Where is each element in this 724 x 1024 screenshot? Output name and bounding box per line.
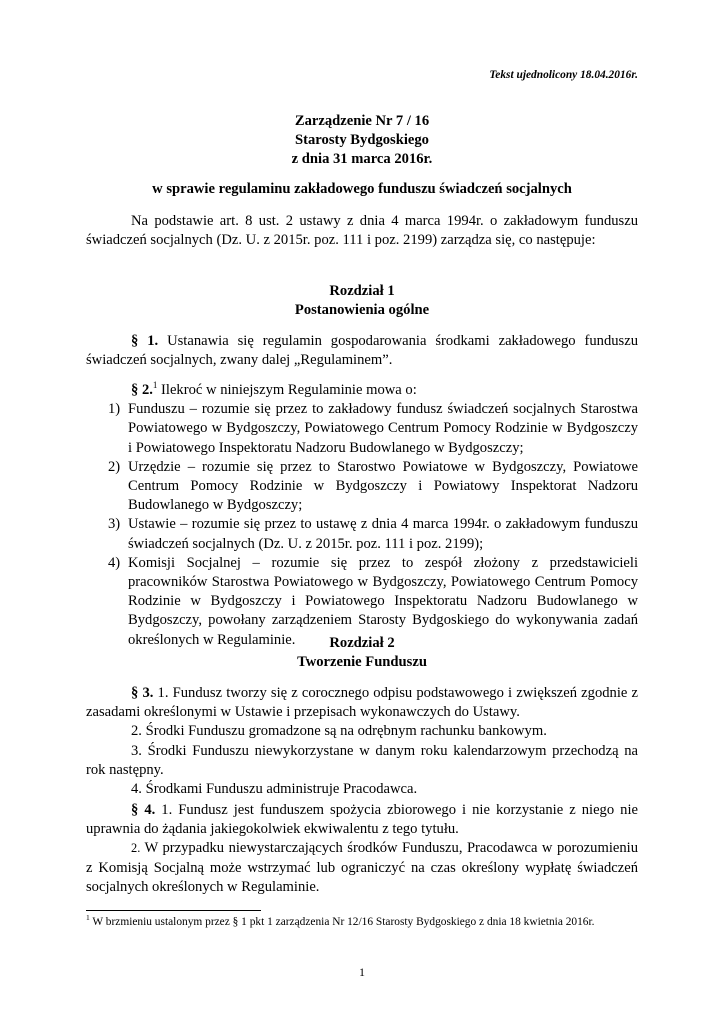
list-item-number: 4) [108, 554, 121, 571]
list-item [86, 400, 638, 458]
title-line-3: z dnia 31 marca 2016r. [291, 151, 433, 168]
section-4-text-2: W przypadku niewystarczających środków Funduszu, Pracodawca w porozumieniu z Komisją Socjalną może wstrzymać lub ograniczyć na czas określony wypłatę świadczeń socjalnych określonych w Regulaminie. [86, 840, 638, 895]
section-3-paragraph-3: 3. Środki Funduszu niewykorzystane w danym roku kalendarzowym przechodzą na rok następny. [86, 742, 638, 778]
list-item-number: 3) [108, 516, 121, 533]
section-4-paragraph-1 [86, 801, 638, 839]
section-4-mark: § 4. [131, 802, 156, 818]
chapter-2-name: Tworzenie Funduszu [297, 654, 427, 671]
footnote-text: W brzmieniu ustalonym przez § 1 pkt 1 zarządzenia Nr 12/16 Starosty Bydgoskiego z dnia 18 kwietnia 2016r. [89, 916, 595, 928]
section-3-mark: § 3. [131, 685, 154, 701]
definitions-list [86, 400, 638, 650]
footnote [86, 915, 646, 929]
list-item-text: Urzędzie – rozumie się przez to Starostwo Powiatowe w Bydgoszczy, Powiatowe Centrum Pomocy Rodzinie w Bydgoszczy i Powiatowy Inspektorat Nadzoru Budowlanego w Bydgoszczy; [128, 458, 638, 514]
footnote-number: 1 [86, 913, 90, 923]
chapter-2-number: Rozdział 2 [329, 635, 395, 651]
list-item-number: 1) [108, 401, 121, 418]
list-item [86, 458, 638, 516]
title-line-1: Zarządzenie Nr 7 / 16 [294, 113, 430, 129]
title-line-2: Starosty Bydgoskiego [295, 132, 429, 149]
list-item-text: Funduszu – rozumie się przez to zakładowy fundusz świadczeń socjalnych Starostwa Powiatowego w Bydgoszczy, Powiatowego Centrum Pomocy Rodzinie w Bydgoszczy i Powiatowego Inspektoratu Nadzoru Budowlanego w Bydgoszczy; [128, 401, 638, 456]
section-2-intro-line [86, 381, 638, 400]
chapter-1-heading [86, 282, 638, 320]
footnote-reference: 1 [152, 380, 158, 391]
chapter-1-number: Rozdział 1 [329, 283, 395, 299]
section-4-text-1: 1. Fundusz jest funduszem spożycia zbiorowego i nie korzystanie z niego nie uprawnia do żądania jakiegokolwiek ekwiwalentu z tego tytułu. [86, 802, 638, 838]
section-3-paragraph-4: 4. Środkami Funduszu administruje Pracodawca. [131, 781, 418, 798]
section-4-paragraph-2 [86, 839, 638, 897]
section-3-paragraph-2: 2. Środki Funduszu gromadzone są na odrębnym rachunku bankowym. [131, 723, 547, 740]
section-1-mark: § 1. [131, 333, 159, 349]
document-subject: w sprawie regulaminu zakładowego funduszu świadczeń socjalnych [152, 181, 572, 197]
section-4 [86, 801, 638, 897]
footnote-separator [86, 910, 261, 911]
list-item [86, 515, 638, 553]
page-number: 1 [359, 965, 365, 979]
list-item-number: 2) [108, 458, 121, 475]
list-item-text: Ustawie – rozumie się przez to ustawę z dnia 4 marca 1994r. o zakładowym funduszu świadczeń socjalnych (Dz. U. z 2015r. poz. 111 i poz. 2199); [128, 516, 638, 552]
section-1-text: Ustanawia się regulamin gospodarowania środkami zakładowego funduszu świadczeń socjalnych, zwany dalej „Regulaminem”. [86, 333, 639, 369]
unified-text-note: Tekst ujednolicony 18.04.2016r. [489, 69, 638, 81]
section-1 [86, 332, 638, 370]
preamble: Na podstawie art. 8 ust. 2 ustawy z dnia 4 marca 1994r. o zakładowym funduszu świadczeń socjalnych (Dz. U. z 2015r. poz. 111 i poz. 2199) zarządza się, co następuje: [86, 213, 638, 249]
document-title [86, 112, 638, 170]
list-item-text: Komisji Socjalnej – rozumie się przez to zespół złożony z przedstawicieli pracowników Starostwa Powiatowego w Bydgoszczy, Powiatowego Centrum Pomocy Rodzinie w Bydgoszczy i Powiatowego Inspektoratu Nadzoru Budowlanego w Bydgoszczy, powołany zarządzeniem Starosty Bydgoskiego do wykonywania zadań określonych w Regulaminie. [128, 554, 638, 648]
section-3-text-1: 1. Fundusz tworzy się z corocznego odpisu podstawowego i zwiększeń zgodnie z zasadami określonymi w Ustawie i przepisach wykonawczych do Ustawy. [86, 685, 638, 721]
chapter-2-heading [86, 634, 638, 672]
chapter-1-name: Postanowienia ogólne [294, 302, 430, 319]
section-2-mark: § 2. [131, 382, 153, 398]
section-2 [86, 381, 638, 650]
section-4-paragraph-2-number: 2. [131, 841, 141, 856]
section-2-intro: Ilekroć w niniejszym Regulaminie mowa o: [157, 382, 417, 398]
section-3-paragraph-1 [86, 684, 638, 722]
section-3 [86, 684, 638, 799]
